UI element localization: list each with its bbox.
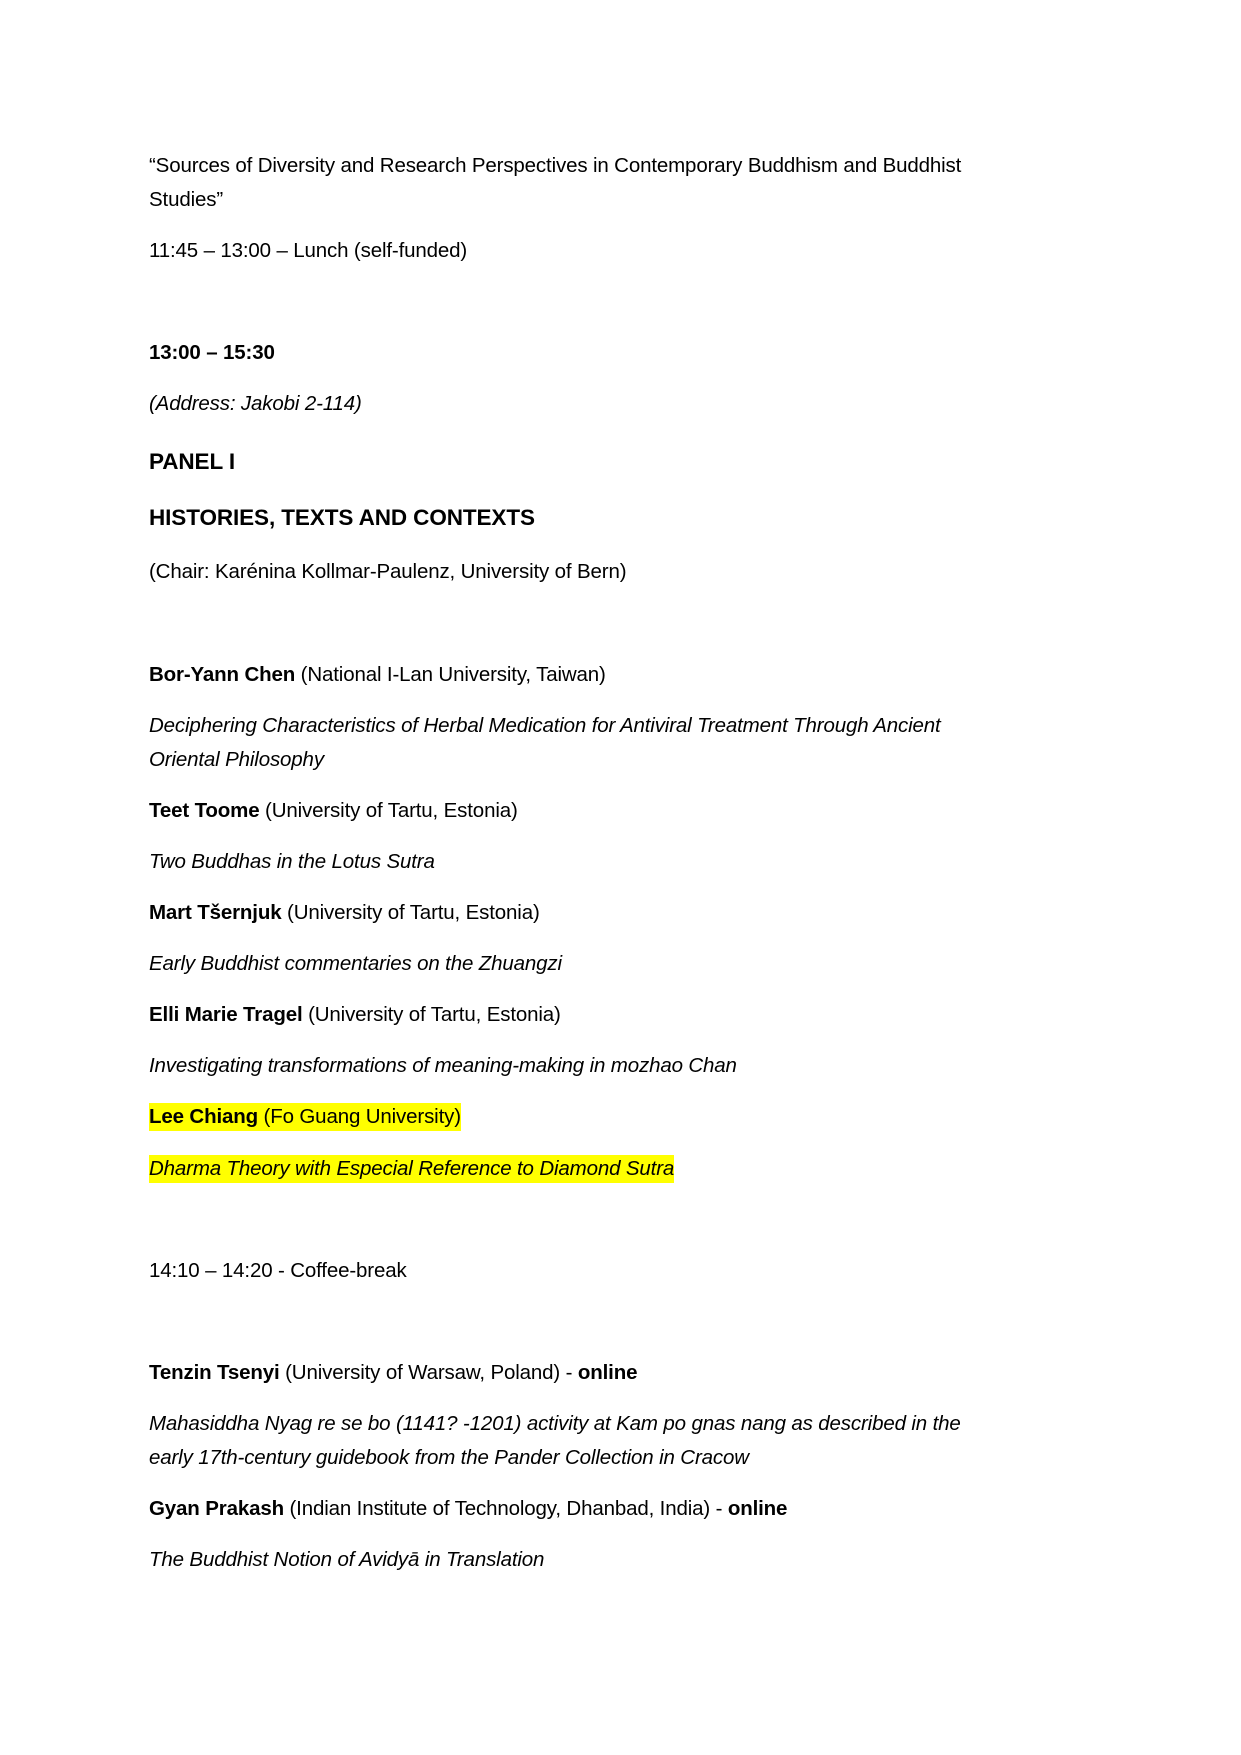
online-label: online bbox=[577, 1361, 638, 1384]
speaker-line bbox=[149, 900, 540, 926]
panel-chair: (Chair: Karénina Kollmar-Paulenz, University of Bern) bbox=[149, 560, 627, 583]
talk-title-line: Oriental Philosophy bbox=[149, 748, 324, 771]
speaker-line bbox=[149, 1002, 561, 1028]
talk-title-line: Mahasiddha Nyag re se bo (1141? -1201) activity at Kam po gnas nang as described in the bbox=[149, 1412, 961, 1435]
speaker-name: Mart Tšernjuk bbox=[149, 901, 282, 924]
speaker-affiliation: (Indian Institute of Technology, Dhanbad, India) - bbox=[283, 1497, 728, 1520]
talk-title-line: The Buddhist Notion of Avidyā in Translation bbox=[149, 1548, 545, 1571]
conference-title-line-2: Studies” bbox=[149, 188, 224, 211]
session-time: 13:00 – 15:30 bbox=[149, 341, 275, 364]
speaker-line bbox=[149, 1360, 637, 1386]
speaker-affiliation: (Fo Guang University) bbox=[258, 1105, 461, 1128]
coffee-break: 14:10 – 14:20 - Coffee-break bbox=[149, 1259, 407, 1282]
conference-title-line-1: “Sources of Diversity and Research Perspectives in Contemporary Buddhism and Buddhist bbox=[149, 154, 962, 177]
speaker-affiliation: (University of Warsaw, Poland) - bbox=[279, 1361, 578, 1384]
speaker-line bbox=[149, 662, 606, 688]
talk-title-line: Investigating transformations of meaning-making in mozhao Chan bbox=[149, 1054, 737, 1077]
speaker-affiliation: (University of Tartu, Estonia) bbox=[302, 1003, 561, 1026]
speaker-name: Elli Marie Tragel bbox=[149, 1003, 303, 1026]
talk-title-line-highlighted bbox=[149, 1156, 674, 1182]
talk-title-line: Deciphering Characteristics of Herbal Medication for Antiviral Treatment Through Ancient bbox=[149, 714, 941, 737]
highlight-mark bbox=[149, 1103, 461, 1131]
speaker-name: Gyan Prakash bbox=[149, 1497, 284, 1520]
panel-title: HISTORIES, TEXTS AND CONTEXTS bbox=[149, 505, 535, 530]
speaker-affiliation: (National I-Lan University, Taiwan) bbox=[295, 663, 606, 686]
talk-title-line: early 17th-century guidebook from the Pander Collection in Cracow bbox=[149, 1446, 749, 1469]
online-label: online bbox=[727, 1497, 788, 1520]
speaker-line-highlighted bbox=[149, 1104, 461, 1130]
speaker-line bbox=[149, 1496, 787, 1522]
talk-title-line: Early Buddhist commentaries on the Zhuangzi bbox=[149, 952, 562, 975]
panel-label: PANEL I bbox=[149, 449, 235, 474]
speaker-name: Tenzin Tsenyi bbox=[149, 1361, 280, 1384]
session-address: (Address: Jakobi 2-114) bbox=[149, 392, 362, 415]
speaker-name: Lee Chiang bbox=[149, 1105, 258, 1128]
talk-title-line: Two Buddhas in the Lotus Sutra bbox=[149, 850, 435, 873]
speaker-affiliation: (University of Tartu, Estonia) bbox=[281, 901, 540, 924]
lunch-schedule: 11:45 – 13:00 – Lunch (self-funded) bbox=[149, 239, 468, 262]
speaker-name: Teet Toome bbox=[149, 799, 260, 822]
highlight-mark: Dharma Theory with Especial Reference to Diamond Sutra bbox=[149, 1155, 674, 1183]
speaker-affiliation: (University of Tartu, Estonia) bbox=[259, 799, 518, 822]
speaker-name: Bor-Yann Chen bbox=[149, 663, 296, 686]
speaker-line bbox=[149, 798, 518, 824]
